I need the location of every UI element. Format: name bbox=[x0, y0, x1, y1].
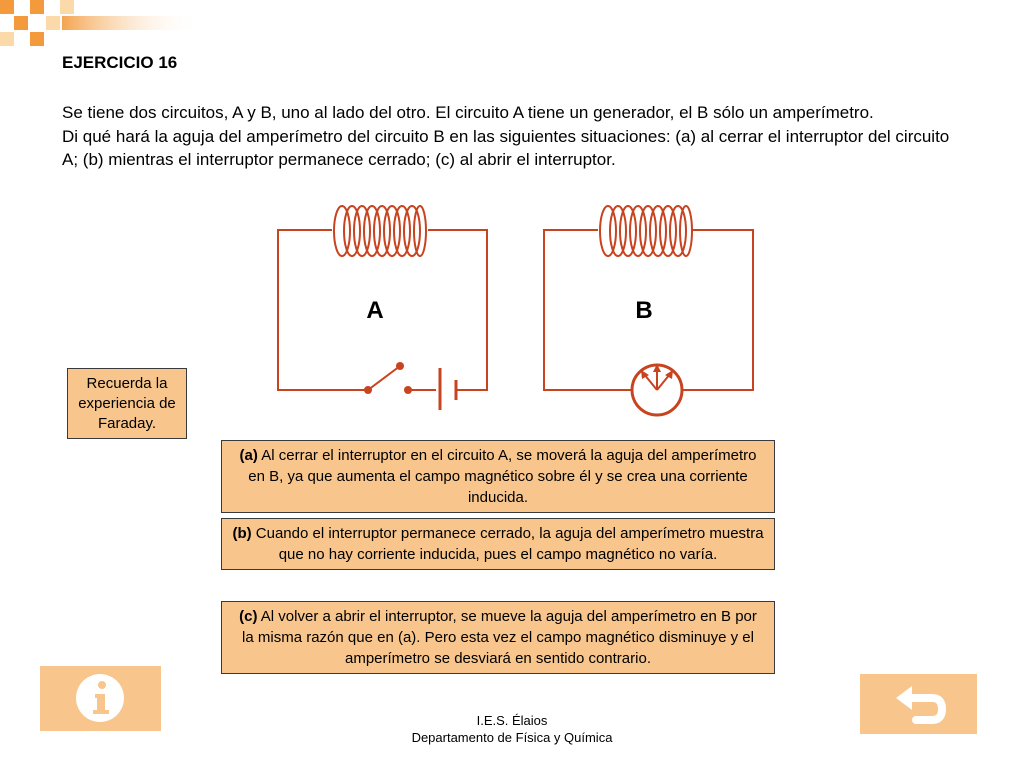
hint-box: Recuerda la experiencia de Faraday. bbox=[67, 368, 187, 439]
answer-b-box bbox=[221, 518, 775, 570]
footer-school: I.E.S. Élaios bbox=[476, 713, 548, 728]
exercise-title: EJERCICIO 16 bbox=[62, 53, 178, 72]
answer-b-tag: (b) bbox=[232, 525, 252, 542]
switch-contact-left bbox=[364, 386, 372, 394]
answer-c-text: Al volver a abrir el interruptor, se mueve la aguja del amperímetro en B por la misma razón que en (a). Pero esta vez el campo magnético disminuye y el amperímetro se desviará en sentido contrario. bbox=[242, 608, 757, 667]
coil-a bbox=[334, 206, 426, 256]
circuit-a-wire-right bbox=[428, 230, 487, 390]
circuit-b-label: B bbox=[635, 297, 653, 324]
answer-a-text: Al cerrar el interruptor en el circuito A, se moverá la aguja del amperímetro en B, ya que aumenta el campo magnético sobre él y se crea una corriente inducida. bbox=[248, 447, 757, 506]
circuit-b-wire bbox=[544, 230, 632, 390]
statement-paragraph-2: Di qué hará la aguja del amperímetro del circuito B en las siguientes situaciones: (a) al cerrar el interruptor del circuito A; (b) mientras el interruptor permanece cerrado; (c) al abrir el interruptor. bbox=[62, 126, 950, 169]
circuit-b-wire-right bbox=[682, 230, 753, 390]
coil-b bbox=[600, 206, 692, 256]
answer-a-box bbox=[221, 440, 775, 513]
switch-contact-right bbox=[404, 386, 412, 394]
answer-c-box bbox=[221, 601, 775, 674]
switch-contact-pivot bbox=[396, 362, 404, 370]
answer-c-tag: (c) bbox=[239, 608, 258, 625]
footer-department: Departamento de Física y Química bbox=[411, 730, 613, 745]
statement-paragraph-1: Se tiene dos circuitos, A y B, uno al lado del otro. El circuito A tiene un generador, el B sólo un amperímetro. bbox=[62, 103, 874, 122]
switch-lever bbox=[368, 366, 400, 390]
answer-a-tag: (a) bbox=[239, 447, 258, 464]
circuit-a-label: A bbox=[366, 297, 384, 324]
footer bbox=[0, 712, 1024, 746]
answer-b-text: Cuando el interruptor permanece cerrado, la aguja del amperímetro muestra que no hay corriente inducida, pues el campo magnético no varía. bbox=[251, 525, 764, 563]
